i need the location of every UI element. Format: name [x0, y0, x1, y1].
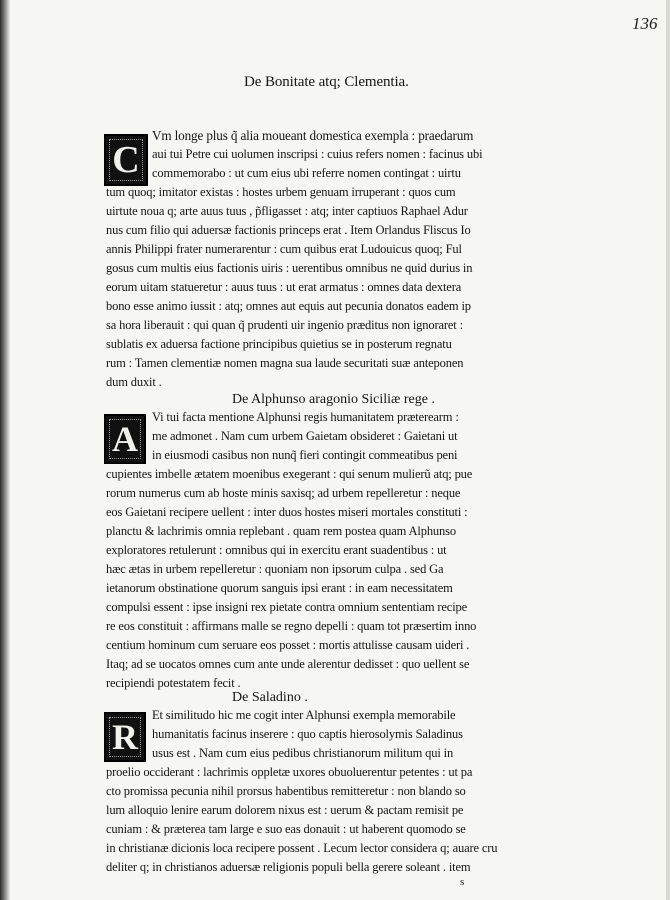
running-title: De Bonitate atq; Clementia. [244, 74, 409, 90]
decorated-initial-c [104, 134, 148, 186]
text-line: Vm longe plus q̃ alia moueant domestica exempla : praedarum [152, 128, 474, 143]
text-line: rorum numerus cum ab hoste minis saxisq; ad urbem repelleretur : neque [106, 486, 461, 500]
text-line: deliter q; in christianos aduersæ religionis populi bella gerere soleant . item [106, 860, 471, 874]
folio-number: 136 [632, 14, 658, 33]
text-line: gosus cum multis eius factionis uiris : uerentibus omnibus ne quid durius in [106, 261, 473, 275]
text-line: commemorabo : ut cum eius ubi referre nomen contingat : uirtu [152, 166, 461, 180]
section-heading: De Alphunso aragonio Siciliæ rege . [232, 392, 435, 407]
text-line: ietanorum obstinatione quorum sanguis ipsi erant : in eam necessitatem [106, 581, 453, 595]
text-line: planctu & lachrimis omnia replebant . quam rem postea quam Alphunso [106, 524, 456, 538]
text-line: dum duxit . [106, 375, 162, 389]
binding-gutter [0, 0, 10, 900]
text-line: aui tui Petre cui uolumen inscripsi : cuius refers nomen : facinus ubi [152, 147, 483, 161]
text-line: re eos constituit : affirmans malle se regno depelli : quam tot præsertim inno [106, 619, 477, 633]
text-line: bono esse animo iussit : atq; omnes aut equis aut pecunia donatos eadem ip [106, 299, 471, 313]
text-line: sa hora liberauit : qui quan q̃ prudenti uir ingenio præditus non ignoraret : [106, 318, 463, 332]
text-line: annis Philippi frater numerarentur : cum quibus erat Ludouicus quoq; Ful [106, 242, 462, 256]
initial-letter: A [112, 419, 138, 459]
text-line: recipiendi potestatem fecit . [106, 676, 241, 690]
text-line: Itaq; ad se uocatos omnes cum ante unde alerentur dedisset : quo uellent se [106, 657, 470, 671]
text-line: usus est . Nam cum eius pedibus christianorum militum qui in [152, 746, 454, 760]
text-line: hæc ætas in urbem repelleretur : quoniam non ipsorum culpa . sed Ga [106, 562, 444, 576]
text-line: compulsi essent : ipse insigni rex pietate contra omnium sententiam recipe [106, 600, 468, 614]
text-line: humanitatis facinus inserere : quo captis hierosolymis Saladinus [152, 727, 463, 741]
text-line: cupientes imbelle ætatem moenibus exegerant : qui senum mulierũ atq; pue [106, 467, 473, 481]
initial-letter: C [112, 139, 140, 181]
text-line: exploratores retulerunt : omnibus qui in exercitu erant suadentibus : ut [106, 543, 447, 557]
section-heading: De Saladino . [232, 690, 308, 705]
text-line: lum alloquio lenire earum dolorem nixus est : uerum & pactam remisit pe [106, 803, 464, 817]
text-line: nus cum filio qui aduersæ factionis princeps erat . Item Orlandus Fliscus Io [106, 223, 471, 237]
initial-letter: R [112, 717, 138, 757]
text-line: Vi tui facta mentione Alphunsi regis humanitatem præterearm : [152, 410, 459, 424]
page-edge [666, 0, 670, 900]
text-line: cuniam : & præterea tam large e suo eas donauit : ut haberent quomodo se [106, 822, 466, 836]
decorated-initial-a [104, 414, 146, 464]
text-line: in eiusmodi casibus non nunq̃ fieri contingit commeatibus peni [152, 448, 458, 462]
text-line: sublatis ex aduersa factione principibus quietius se in posterum regnatu [106, 337, 452, 351]
text-line: cto promissa pecunia nihil prorsus habentibus remitteretur : non blando so [106, 784, 466, 798]
signature-mark: s [460, 876, 465, 888]
text-line: rum : Tamen clementiæ nomen magna sua laude securitati suæ anteponen [106, 356, 464, 370]
text-line: centium hominum cum seruare eos posset : mortis attulisse causam uideri . [106, 638, 470, 652]
text-line: me admonet . Nam cum urbem Gaietam obsideret : Gaietani ut [152, 429, 458, 443]
decorated-initial-r [104, 712, 146, 762]
text-line: in christianæ dicionis loca recipere possent . Lecum lector considera q; auare cru [106, 841, 498, 855]
text-line: eos Gaietani recipere uellent : inter duos hostes miseri mortales constituti : [106, 505, 468, 519]
text-line: uirtute noua q; arte auus tuus , p̃fligasset : atq; inter captiuos Raphael Adur [106, 204, 468, 218]
text-line: tum quoq; imitator existas : hostes urbem genuam irruperant : quos cum [106, 185, 456, 199]
text-line: Et similitudo hic me cogit inter Alphunsi exempla memorabile [152, 708, 456, 722]
text-line: eorum uitam statueretur : auus tuus : ut erat armatus : omnes data dextera [106, 280, 462, 294]
text-line: proelio occiderant : lachrimis oppletæ uxores obuoluerentur petentes : ut pa [106, 765, 473, 779]
